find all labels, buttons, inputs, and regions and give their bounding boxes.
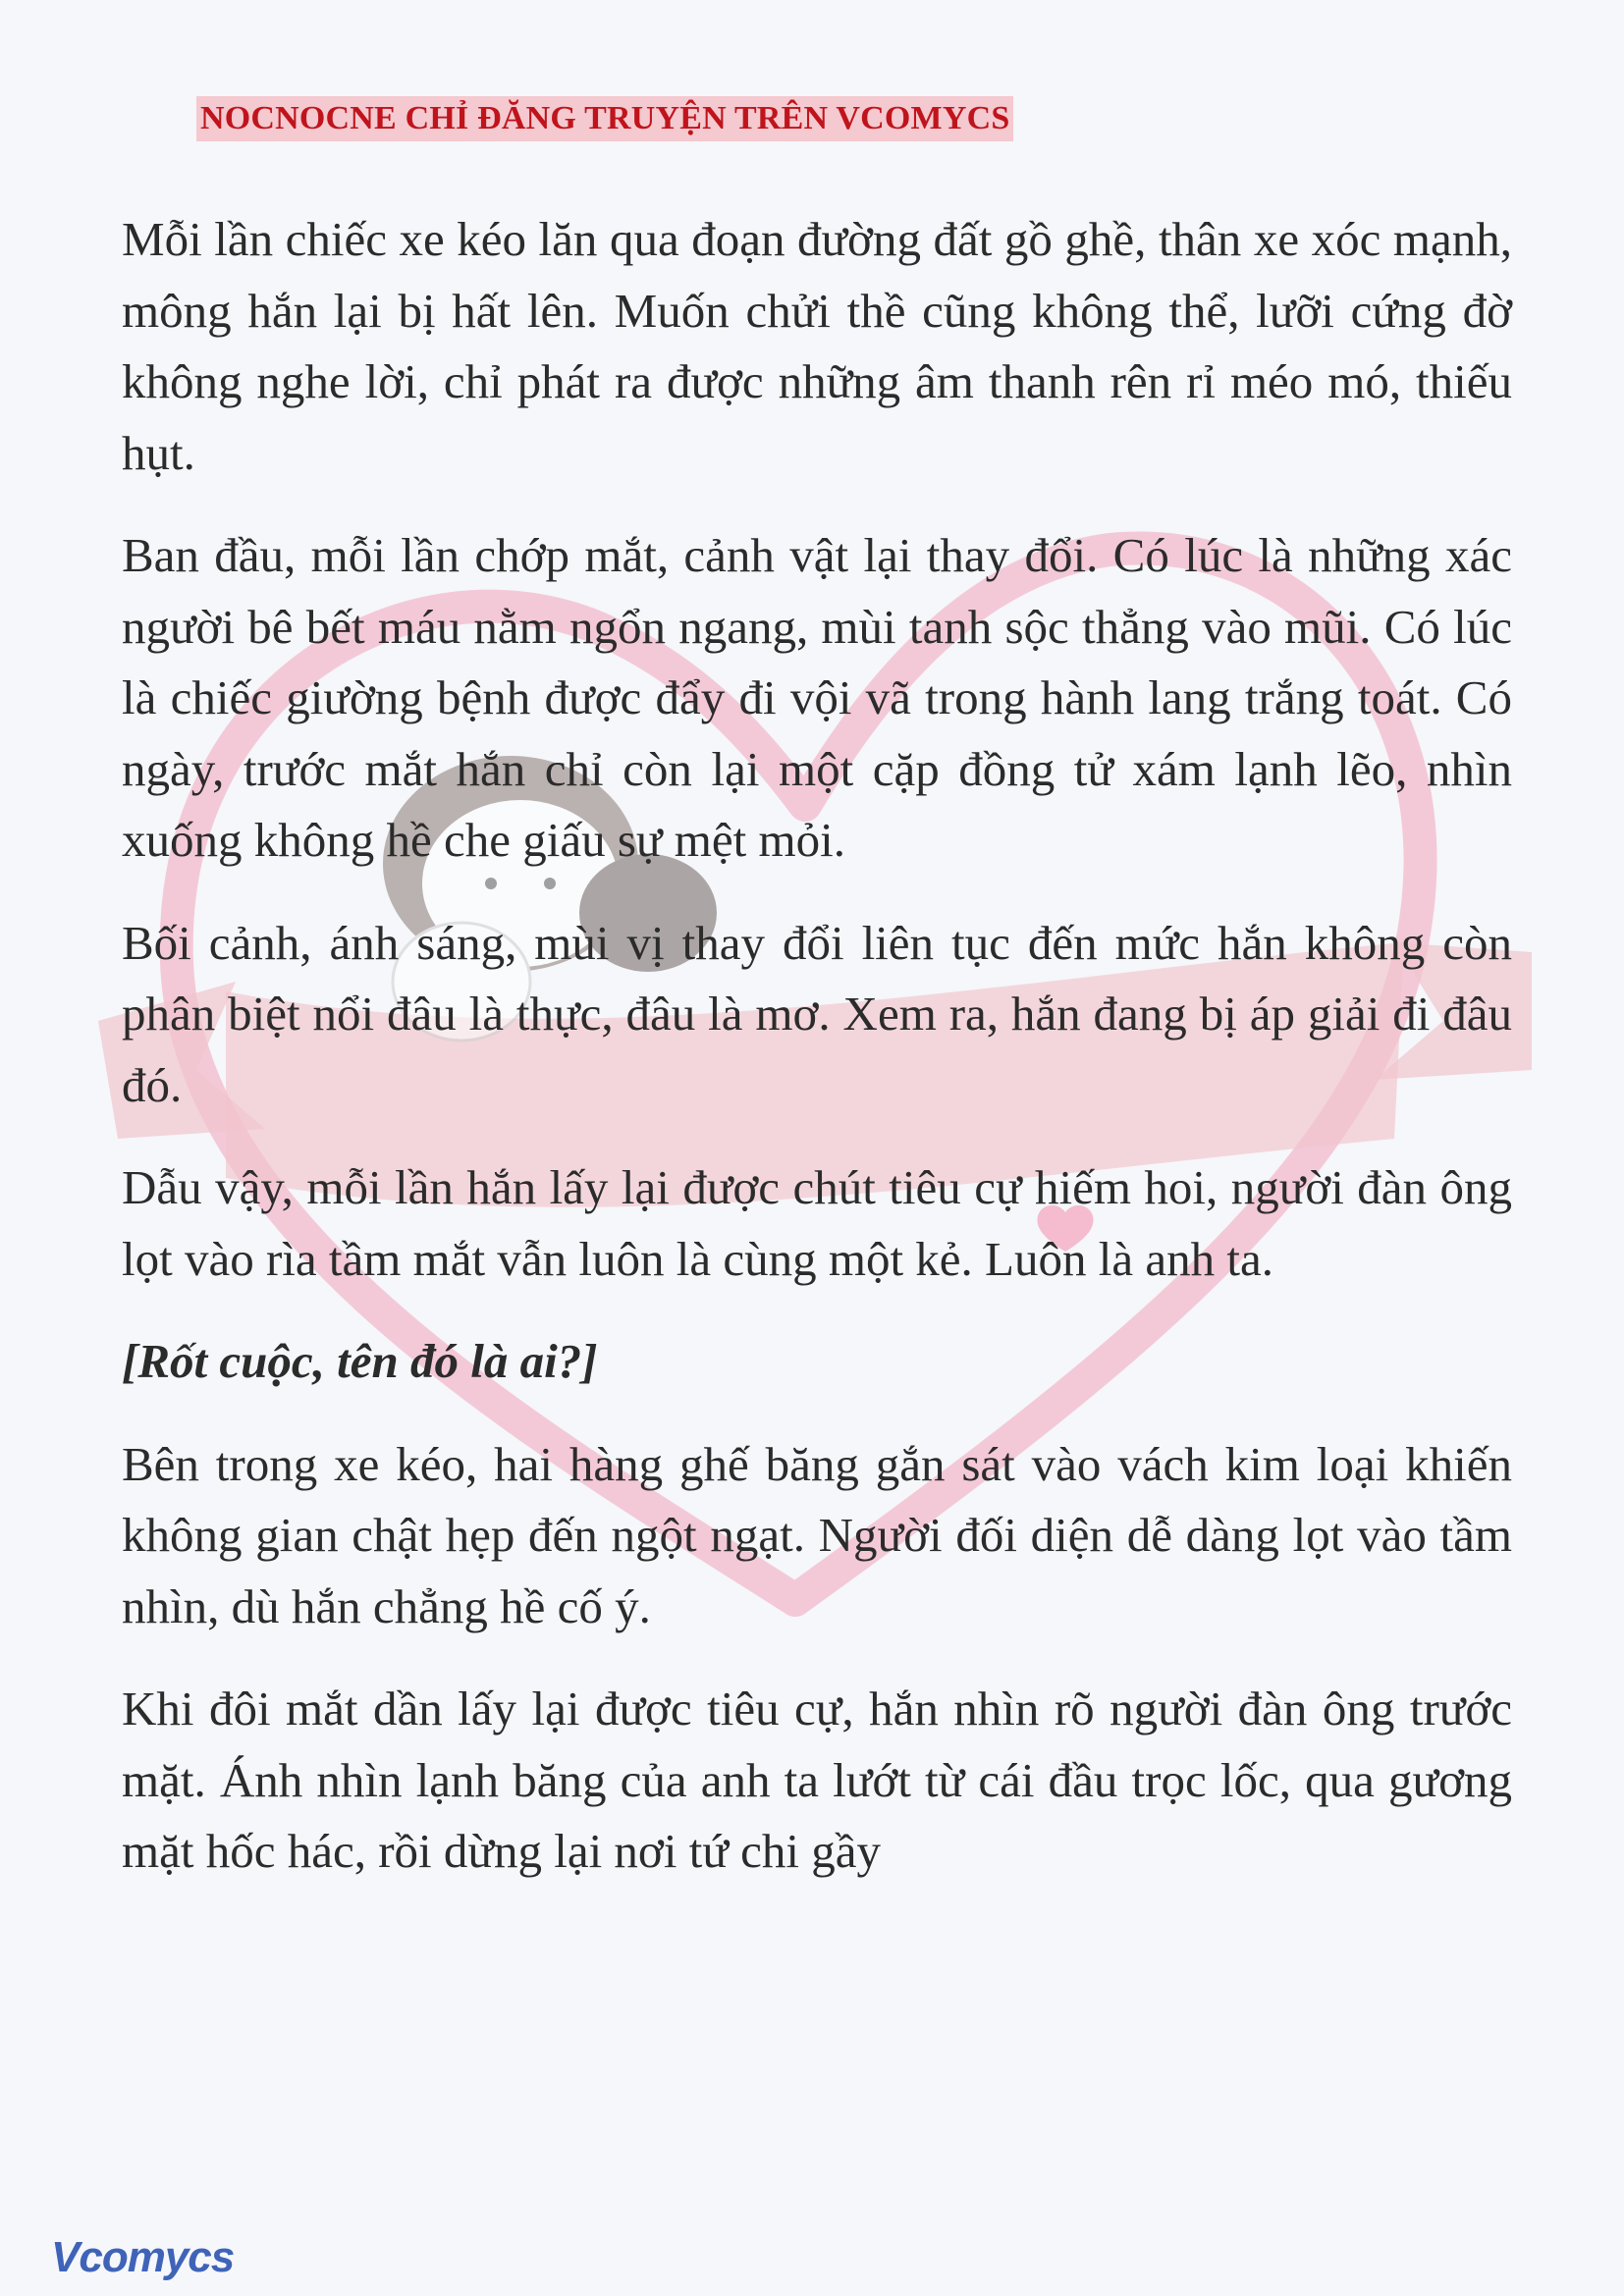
story-text-body [122, 204, 1512, 1919]
vcomycs-logo: Vcomycs [51, 2233, 235, 2281]
story-paragraph: Ban đầu, mỗi lần chớp mắt, cảnh vật lại thay đổi. Có lúc là những xác người bê bết máu nằm ngổn ngang, mùi tanh sộc thẳng vào mũi. Có lúc là chiếc giường bệnh được đẩy đi vội vã trong hành lang trắng toát. Có ngày, trước mắt hắn chỉ còn lại một cặp đồng tử xám lạnh lẽo, nhìn xuống không hề che giấu sự mệt mỏi. [122, 528, 1512, 867]
story-paragraph: Dẫu vậy, mỗi lần hắn lấy lại được chút tiêu cự hiếm hoi, người đàn ông lọt vào rìa tầm mắt vẫn luôn là cùng một kẻ. Luôn là anh ta. [122, 1160, 1512, 1286]
source-notice-banner: NOCNOCNE CHỈ ĐĂNG TRUYỆN TRÊN VCOMYCS [196, 96, 1013, 141]
story-paragraph: Khi đôi mắt dần lấy lại được tiêu cự, hắn nhìn rõ người đàn ông trước mặt. Ánh nhìn lạnh băng của anh ta lướt từ cái đầu trọc lốc, qua gương mặt hốc hác, rồi dừng lại nơi tứ chi gầy [122, 1682, 1512, 1878]
story-paragraph: Bên trong xe kéo, hai hàng ghế băng gắn sát vào vách kim loại khiến không gian chật hẹp đến ngột ngạt. Người đối diện dễ dàng lọt vào tầm nhìn, dù hắn chẳng hề cố ý. [122, 1436, 1512, 1633]
story-paragraph: Mỗi lần chiếc xe kéo lăn qua đoạn đường đất gồ ghề, thân xe xóc mạnh, mông hắn lại bị hất lên. Muốn chửi thề cũng không thể, lưỡi cứng đờ không nghe lời, chỉ phát ra được những âm thanh rên rỉ méo mó, thiếu hụt. [122, 212, 1512, 480]
story-paragraph: Bối cảnh, ánh sáng, mùi vị thay đổi liên tục đến mức hắn không còn phân biệt nổi đâu là thực, đâu là mơ. Xem ra, hắn đang bị áp giải đi đâu đó. [122, 915, 1512, 1112]
inner-thought-line: [Rốt cuộc, tên đó là ai?] [122, 1334, 598, 1388]
